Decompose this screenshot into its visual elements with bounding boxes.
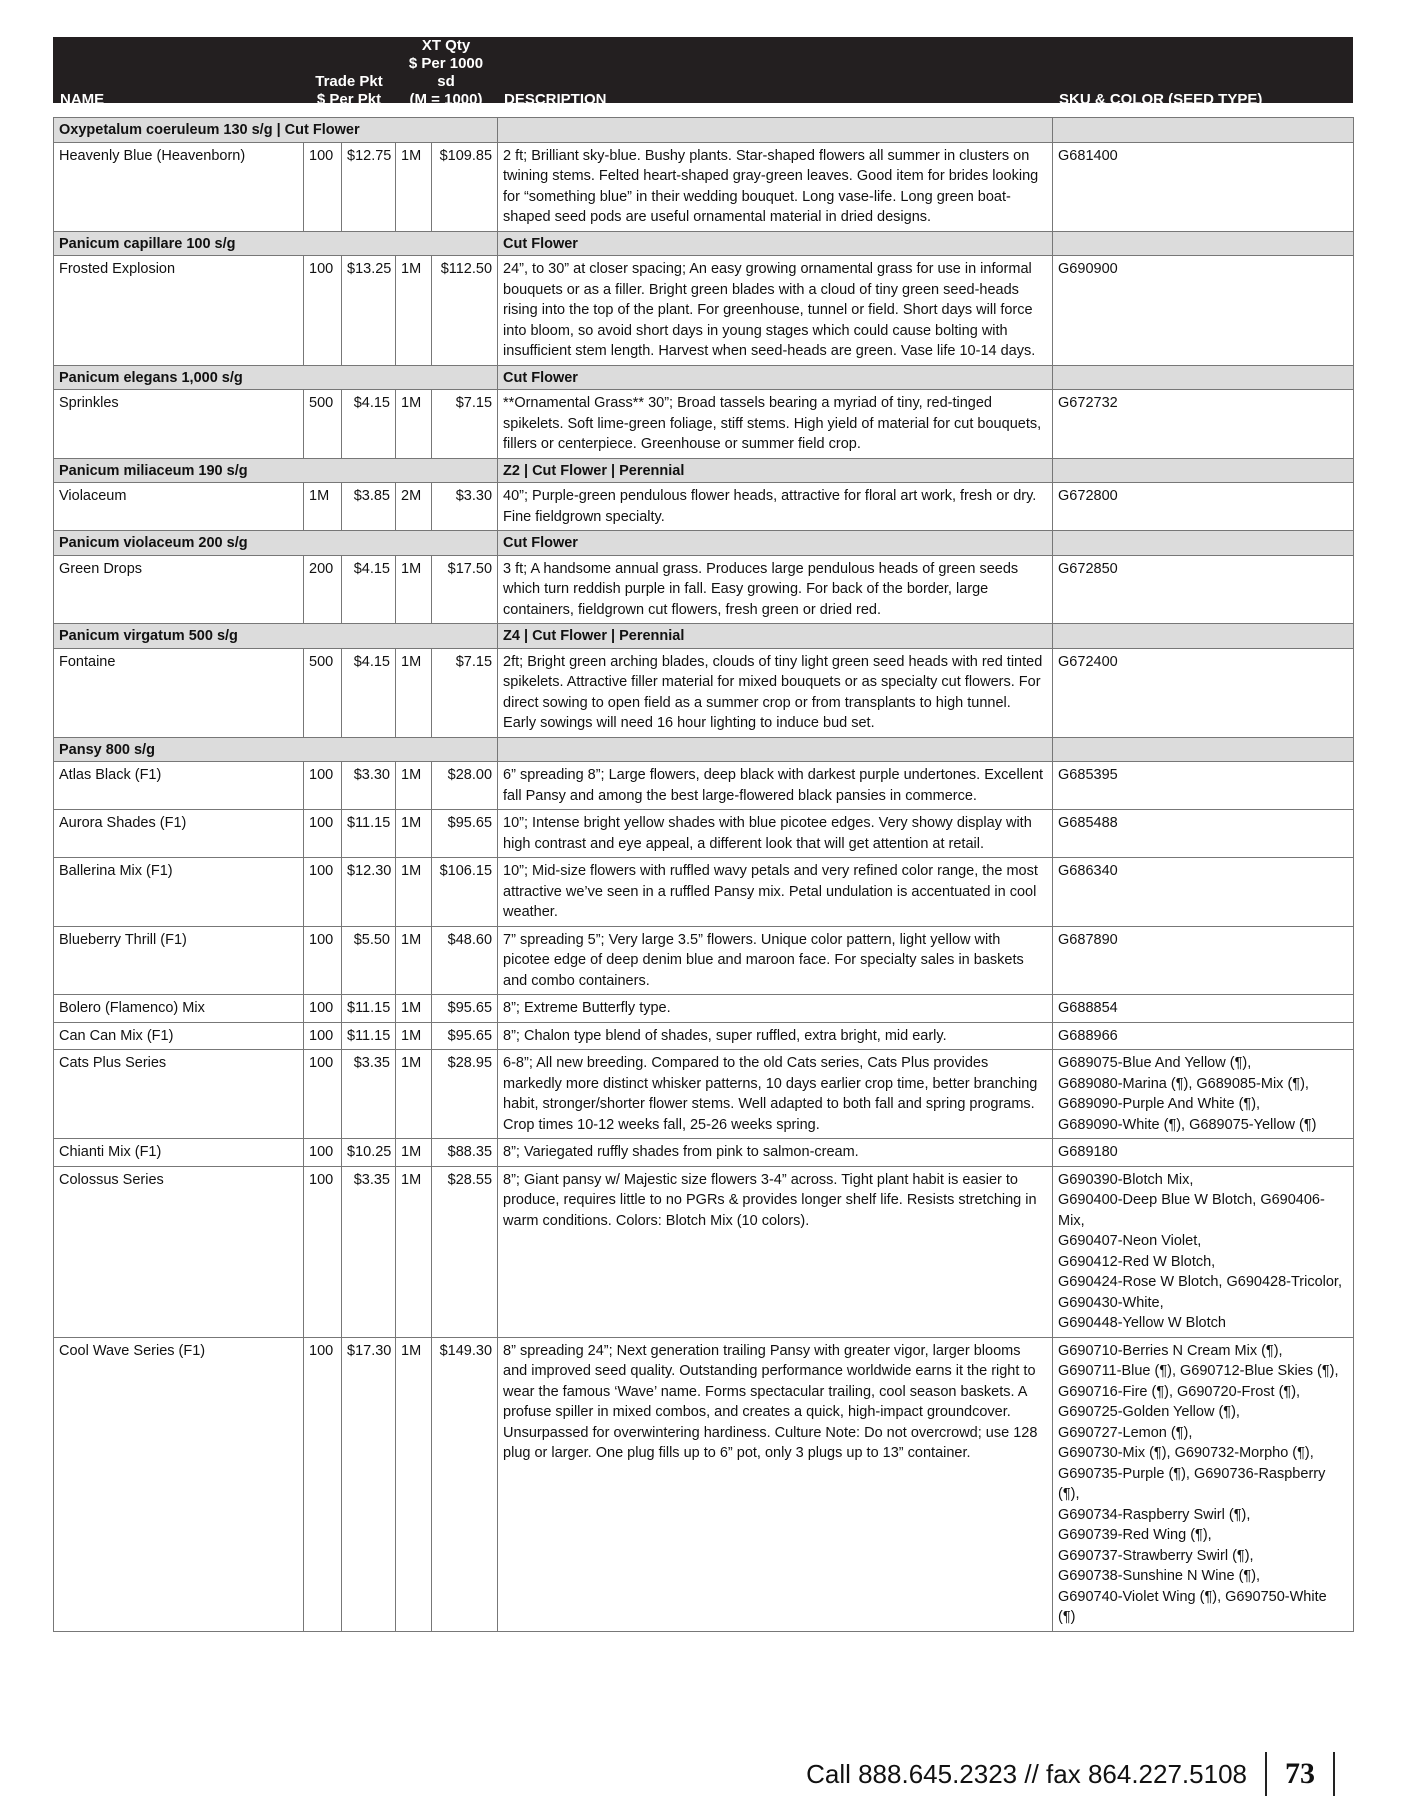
variety-name: Blueberry Thrill (F1) [54,926,304,995]
page-number: 73 [1285,1757,1315,1790]
section-title: Panicum capillare 100 s/g [54,231,498,256]
table-row [54,926,1354,995]
section-subtitle: Cut Flower [498,231,1053,256]
variety-name: Chianti Mix (F1) [54,1139,304,1167]
xt-qty: 1M [396,1337,432,1631]
description: 7” spreading 5”; Very large 3.5” flowers. Unique color pattern, light yellow with picotee edge of deep denim blue and maroon face. For specialty sales in baskets and combo containers. [498,926,1053,995]
section-header-row [54,458,1354,483]
header-description: DESCRIPTION [504,91,607,108]
description: 10”; Mid-size flowers with ruffled wavy petals and very refined color range, the most attractive we’ve seen in a ruffled Pansy mix. Petal undulation is accentuated in cool weather. [498,858,1053,927]
trade-pkt-price: $17.30 [342,1337,396,1631]
table-row [54,483,1354,531]
xt-price: $109.85 [432,142,498,231]
header-xt-qty: XT Qty $ Per 1000 sd (M = 1000) [408,37,484,108]
trade-pkt-qty: 100 [304,142,342,231]
trade-pkt-price: $10.25 [342,1139,396,1167]
sku-color: G672850 [1053,555,1354,624]
variety-name: Heavenly Blue (Heavenborn) [54,142,304,231]
section-title: Panicum virgatum 500 s/g [54,624,498,649]
variety-name: Cool Wave Series (F1) [54,1337,304,1631]
sku-color: G689180 [1053,1139,1354,1167]
sku-color: G672732 [1053,390,1354,459]
table-row [54,1050,1354,1139]
xt-qty: 1M [396,1050,432,1139]
table-row [54,858,1354,927]
sku-color: G685395 [1053,762,1354,810]
sku-color: G689075-Blue And Yellow (¶), G689080-Marina (¶), G689085-Mix (¶), G689090-Purple And White (¶), G689090-White (¶), G689075-Yellow (¶) [1053,1050,1354,1139]
xt-qty: 1M [396,1166,432,1337]
xt-qty: 1M [396,995,432,1023]
xt-price: $3.30 [432,483,498,531]
xt-qty: 1M [396,555,432,624]
section-header-row [54,531,1354,556]
section-sku-blank [1053,458,1354,483]
xt-qty: 1M [396,858,432,927]
xt-qty: 1M [396,1139,432,1167]
trade-pkt-price: $4.15 [342,555,396,624]
description: 8”; Chalon type blend of shades, super ruffled, extra bright, mid early. [498,1022,1053,1050]
trade-pkt-qty: 500 [304,648,342,737]
trade-pkt-qty: 500 [304,390,342,459]
page-footer [806,1748,1353,1800]
variety-name: Fontaine [54,648,304,737]
trade-pkt-qty: 100 [304,1022,342,1050]
description: 24”, to 30” at closer spacing; An easy growing ornamental grass for use in informal bouquets or as a filler. Bright green blades with a cloud of tiny green seed-heads rising into the top of the plant. For greenhouse, tunnel or field. Short days will force into bloom, so avoid short days in young stages which could cause bolting with insufficient stem length. Harvest when seed-heads are green. Vase life 10-14 days. [498,256,1053,366]
xt-price: $149.30 [432,1337,498,1631]
trade-pkt-qty: 100 [304,256,342,366]
section-subtitle: Cut Flower [498,531,1053,556]
sku-color: G687890 [1053,926,1354,995]
xt-price: $17.50 [432,555,498,624]
description: 8” spreading 24”; Next generation trailing Pansy with greater vigor, larger blooms and improved seed quality. Outstanding performance worldwide earns it the right to wear the famous ‘Wave’ name. Forms spectacular trailing, cool season baskets. A profuse spiller in mixed combos, and creates a quick, high-impact groundcover. Unsurpassed for overwintering hardiness. Culture Note: Do not overcrowd; use 128 plug or larger. One plug fills up to 6” pot, only 3 plugs up to 13” container. [498,1337,1053,1631]
section-title: Oxypetalum coeruleum 130 s/g | Cut Flower [54,118,498,143]
trade-pkt-price: $3.85 [342,483,396,531]
trade-pkt-qty: 100 [304,1050,342,1139]
xt-qty: 1M [396,256,432,366]
variety-name: Violaceum [54,483,304,531]
table-row [54,1166,1354,1337]
xt-price: $95.65 [432,810,498,858]
sku-color: G690390-Blotch Mix, G690400-Deep Blue W Blotch, G690406-Mix, G690407-Neon Violet, G690412-Red W Blotch, G690424-Rose W Blotch, G690428-Tricolor, G690430-White, G690448-Yellow W Blotch [1053,1166,1354,1337]
xt-price: $95.65 [432,995,498,1023]
section-subtitle: Cut Flower [498,365,1053,390]
section-header-row [54,365,1354,390]
xt-qty: 1M [396,648,432,737]
xt-price: $28.00 [432,762,498,810]
xt-qty: 1M [396,1022,432,1050]
description: 40”; Purple-green pendulous flower heads, attractive for floral art work, fresh or dry. Fine fieldgrown specialty. [498,483,1053,531]
sku-color: G688854 [1053,995,1354,1023]
xt-qty: 1M [396,142,432,231]
footer-divider-right [1333,1752,1335,1796]
table-row [54,810,1354,858]
variety-name: Green Drops [54,555,304,624]
sku-color: G686340 [1053,858,1354,927]
table-row [54,1022,1354,1050]
section-subtitle: Z4 | Cut Flower | Perennial [498,624,1053,649]
variety-name: Colossus Series [54,1166,304,1337]
trade-pkt-price: $11.15 [342,1022,396,1050]
xt-price: $7.15 [432,648,498,737]
trade-pkt-price: $4.15 [342,648,396,737]
trade-pkt-qty: 100 [304,762,342,810]
xt-price: $106.15 [432,858,498,927]
xt-price: $95.65 [432,1022,498,1050]
section-sku-blank [1053,737,1354,762]
trade-pkt-price: $11.15 [342,810,396,858]
trade-pkt-qty: 100 [304,1337,342,1631]
sku-color: G690710-Berries N Cream Mix (¶), G690711-Blue (¶), G690712-Blue Skies (¶), G690716-Fire (¶), G690720-Frost (¶), G690725-Golden Yellow (¶), G690727-Lemon (¶), G690730-Mix (¶), G690732-Morpho (¶), G690735-Purple (¶), G690736-Raspberry (¶), G690734-Raspberry Swirl (¶), G690739-Red Wing (¶), G690737-Strawberry Swirl (¶), G690738-Sunshine N Wine (¶), G690740-Violet Wing (¶), G690750-White (¶) [1053,1337,1354,1631]
description: 8”; Variegated ruffly shades from pink to salmon-cream. [498,1139,1053,1167]
section-subtitle [498,118,1053,143]
catalog-page [53,37,1353,1632]
section-title: Panicum miliaceum 190 s/g [54,458,498,483]
trade-pkt-price: $3.35 [342,1166,396,1337]
section-subtitle: Z2 | Cut Flower | Perennial [498,458,1053,483]
section-sku-blank [1053,624,1354,649]
header-sku: SKU & COLOR (SEED TYPE) [1059,91,1263,108]
description: 6” spreading 8”; Large flowers, deep black with darkest purple undertones. Excellent fall Pansy and among the best large-flowered black pansies in commerce. [498,762,1053,810]
variety-name: Cats Plus Series [54,1050,304,1139]
trade-pkt-price: $11.15 [342,995,396,1023]
section-header-row [54,624,1354,649]
section-sku-blank [1053,118,1354,143]
variety-name: Sprinkles [54,390,304,459]
trade-pkt-price: $3.35 [342,1050,396,1139]
contact-info: Call 888.645.2323 // fax 864.227.5108 [806,1758,1247,1789]
table-header [53,37,1353,108]
xt-qty: 1M [396,762,432,810]
trade-pkt-price: $3.30 [342,762,396,810]
trade-pkt-qty: 100 [304,1139,342,1167]
section-sku-blank [1053,231,1354,256]
xt-price: $112.50 [432,256,498,366]
header-trade-pkt: Trade Pkt $ Per Pkt [315,73,383,108]
trade-pkt-price: $12.30 [342,858,396,927]
xt-price: $28.95 [432,1050,498,1139]
description: 8”; Giant pansy w/ Majestic size flowers 3-4” across. Tight plant habit is easier to produce, requires little to no PGRs & provides longer shelf life. Resists stretching in warm conditions. Colors: Blotch Mix (10 colors). [498,1166,1053,1337]
section-title: Panicum violaceum 200 s/g [54,531,498,556]
table-row [54,142,1354,231]
section-header-row [54,737,1354,762]
sku-color: G688966 [1053,1022,1354,1050]
xt-qty: 1M [396,926,432,995]
section-sku-blank [1053,531,1354,556]
table-row [54,762,1354,810]
section-title: Pansy 800 s/g [54,737,498,762]
xt-qty: 1M [396,810,432,858]
description: 2ft; Bright green arching blades, clouds of tiny light green seed heads with red tinted spikelets. Attractive filler material for mixed bouquets or as specialty cut flowers. For direct sowing to open field as a summer crop or from transplants to high tunnel. Early sowings will need 16 hour lighting to induce bud set. [498,648,1053,737]
variety-name: Atlas Black (F1) [54,762,304,810]
table-row [54,256,1354,366]
trade-pkt-price: $5.50 [342,926,396,995]
xt-price: $7.15 [432,390,498,459]
table-row [54,1337,1354,1631]
variety-name: Bolero (Flamenco) Mix [54,995,304,1023]
section-header-row [54,118,1354,143]
description: **Ornamental Grass** 30”; Broad tassels bearing a myriad of tiny, red-tinged spikelets. Soft lime-green foliage, stiff stems. High yield of material for cut bouquets, fillers or centerpiece. Greenhouse or summer field crop. [498,390,1053,459]
description: 3 ft; A handsome annual grass. Produces large pendulous heads of green seeds which turn reddish purple in fall. Easy growing. For back of the border, large containers, fieldgrown cut flowers, fresh green or dried red. [498,555,1053,624]
variety-name: Aurora Shades (F1) [54,810,304,858]
section-header-row [54,231,1354,256]
sku-color: G681400 [1053,142,1354,231]
trade-pkt-price: $13.25 [342,256,396,366]
section-sku-blank [1053,365,1354,390]
sku-color: G690900 [1053,256,1354,366]
description: 2 ft; Brilliant sky-blue. Bushy plants. Star-shaped flowers all summer in clusters on twining stems. Felted heart-shaped gray-green leaves. Good item for brides looking for “something blue” in their wedding bouquet. Long vase-life. Long green boat-shaped seed pods are useful ornamental material in dried designs. [498,142,1053,231]
trade-pkt-qty: 1M [304,483,342,531]
section-subtitle [498,737,1053,762]
sku-color: G672400 [1053,648,1354,737]
description: 8”; Extreme Butterfly type. [498,995,1053,1023]
footer-divider [1265,1752,1267,1796]
xt-price: $28.55 [432,1166,498,1337]
variety-name: Ballerina Mix (F1) [54,858,304,927]
trade-pkt-qty: 100 [304,810,342,858]
table-row [54,995,1354,1023]
trade-pkt-price: $4.15 [342,390,396,459]
variety-name: Frosted Explosion [54,256,304,366]
trade-pkt-qty: 100 [304,1166,342,1337]
xt-price: $88.35 [432,1139,498,1167]
xt-price: $48.60 [432,926,498,995]
trade-pkt-price: $12.75 [342,142,396,231]
trade-pkt-qty: 100 [304,995,342,1023]
description: 10”; Intense bright yellow shades with blue picotee edges. Very showy display with high contrast and eye appeal, a different look that will get attention at retail. [498,810,1053,858]
header-name: NAME [60,91,105,108]
description: 6-8”; All new breeding. Compared to the old Cats series, Cats Plus provides markedly more distinct whisker patterns, 10 days earlier crop time, better branching habit, stronger/shorter flower stems. Well adapted to both fall and spring programs. Crop times 10-12 weeks fall, 25-26 weeks spring. [498,1050,1053,1139]
trade-pkt-qty: 100 [304,858,342,927]
table-row [54,555,1354,624]
trade-pkt-qty: 200 [304,555,342,624]
xt-qty: 1M [396,390,432,459]
product-table [53,117,1354,1632]
table-row [54,390,1354,459]
variety-name: Can Can Mix (F1) [54,1022,304,1050]
table-row [54,648,1354,737]
section-title: Panicum elegans 1,000 s/g [54,365,498,390]
table-row [54,1139,1354,1167]
xt-qty: 2M [396,483,432,531]
sku-color: G685488 [1053,810,1354,858]
sku-color: G672800 [1053,483,1354,531]
trade-pkt-qty: 100 [304,926,342,995]
